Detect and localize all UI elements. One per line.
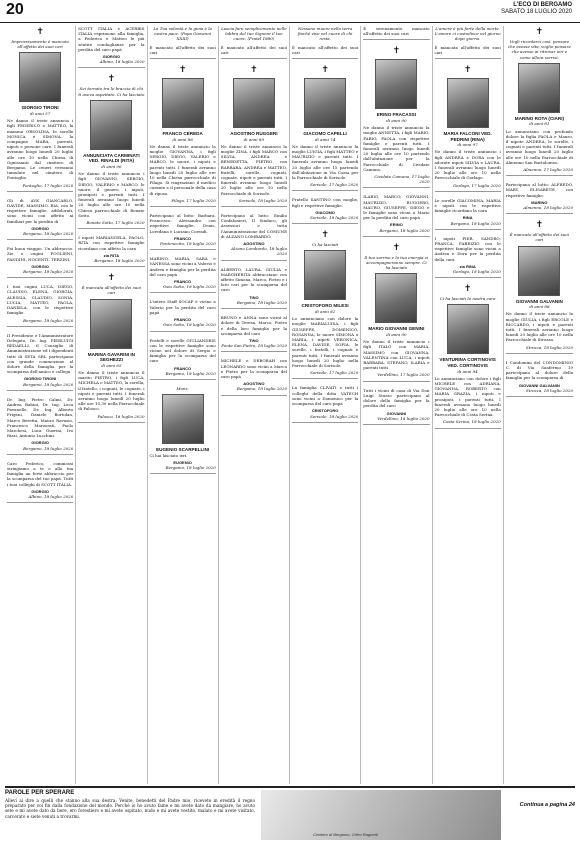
notice-text: Ne danno il triste annuncio la moglie ZINA, i figli MARCO con SILVIA, ANDREA e BENEDETTA, PIETRO con BARBARA, ANDREA e MATTEO, fratelli, sorelle, cognati, cognate, nipoti e parenti tutti. I funerali avranno luogo lunedì 20 luglio alle ore 10 nella Parrocchiale di Sorisole. (220, 143, 287, 196)
notice-text: I tuoi cugini LUCA, DIEGO, CLAUDIO, ELENA, GIORGIA, ALESSIA, CLAUDIO, SONIA, LUCIA, MATTEO, PAOLA, DANIELA, con le rispettive famiglie. (7, 284, 74, 316)
notice-text: Gli di AVK GIANCARLO, DAVIDE, MASSIMO, RIA, con le rispettive famiglie, addolorati, sono vicini con affetto ai familiari per la perdita di (7, 197, 74, 224)
notice-divider (221, 308, 287, 309)
notice-block (7, 246, 73, 278)
notice-text: Partecipano al lutto: ALFREDO, MARY, ELISABETH con rispettive famiglie. (505, 182, 573, 198)
notice-dateline: Costa Serina, 18 luglio 2020 (442, 419, 501, 425)
notice-divider (221, 206, 287, 207)
notice-block (363, 46, 429, 188)
notice-divider (435, 277, 501, 278)
notice-text: Partecipano al lutto: Emilio Confalonieri, Il Sindaco, gli Assessori e tutta l'Amministrazione del COMUNE di ALZANO LOMBARDO. (220, 213, 287, 239)
notice-quote: Ci ha lasciati la nostra cara (439, 296, 496, 302)
notice-signature: FRANCO (174, 317, 192, 323)
notice-text: L'intero Staff SOCAF è vicino a Valerio per la perdita del caro papà (149, 299, 216, 315)
deceased-name: AGOSTINO RUGGERI (230, 131, 278, 137)
cross-icon: ✝ (535, 27, 544, 37)
notice-dateline: Filago, 17 luglio 2020 (171, 197, 216, 203)
cross-icon: ✝ (463, 65, 472, 76)
notice-divider (150, 206, 216, 207)
deceased-age: di anni 82 (314, 309, 336, 315)
notice-dateline: Bergamo, 18 luglio 2020 (23, 269, 74, 275)
notice-block (7, 397, 73, 455)
deceased-name: GIORGIO TIRONI (21, 105, 59, 111)
notice-block (221, 26, 287, 59)
notice-divider (150, 473, 216, 474)
deceased-age: di anni 96 (101, 164, 122, 170)
notice-block (221, 65, 287, 207)
notice-block (78, 235, 144, 267)
notice-divider (435, 191, 501, 192)
notice-signature: AGOSTINO (243, 381, 265, 387)
deceased-age: di anni 74 (314, 136, 336, 142)
deceased-name: MARINA GAVARINI IN SEGHEZZI (87, 351, 135, 363)
notice-block (221, 315, 287, 352)
notice-block (221, 267, 287, 309)
notice-dateline: Palosco, 18 luglio 2020 (97, 413, 145, 419)
notice-text: Fratelli e sorelle GIULIANDRIS con le rispettive famiglie sono vicine nel dolore di Sergio e famiglia per la scomparsa del caro (149, 337, 216, 364)
notice-text: Fratello SANTINO con moglie, figli e rispettive famiglie. (292, 197, 359, 208)
notice-block (150, 65, 216, 207)
notice-quote: È mancata all'affetto dei suoi cari (81, 285, 141, 296)
notice-block (7, 284, 73, 326)
portrait-photo (233, 78, 275, 128)
deceased-age: di anni 97 (457, 142, 478, 148)
notice-text: È mancato all'affetto dei suoi cari (292, 44, 359, 55)
notice-block (7, 198, 73, 240)
notice-signature: GIOVANNI GALVANIN (518, 382, 560, 388)
notice-block (292, 26, 358, 59)
notice-signature: RINA (462, 215, 473, 221)
notice-text: È serenamente mancato all'affetto dei suoi cari (363, 26, 430, 37)
cross-icon: ✝ (535, 220, 544, 231)
notice-text: Fai buon viaggio. Un abbraccio. Zio e cugini FOGLIENI, PANDINI, NOCENTI, TERZINI. (7, 246, 74, 262)
column-4 (219, 26, 290, 784)
notice-block (7, 27, 73, 192)
notice-dateline: Pontenecito, 18 luglio 2020 (160, 241, 216, 247)
notice-text: Ne danno il triste annuncio il marito PIETRO, i figli LUCA, MICHELA e MATTEO, la sorella, il fratello, i cognati, le cognate, i nipoti e parenti tutti. I funerali avranno luogo lunedì 20 luglio alle ore 10,30 nella Parrocchiale di Palosco. (78, 370, 145, 412)
deceased-age: di anni 81 (529, 121, 550, 127)
cross-icon: ✝ (463, 284, 472, 295)
column-8 (504, 26, 575, 784)
notice-text: Lo annunciano con profondo dolore la figlia PAOLA e Mauro, il nipote ANDREA, le sorelle, i cognati e parenti tutti. I funerali avranno luogo lunedì 20 luglio alle ore 10 nella Parrocchiale di Almenno San Bartolomeo. (505, 128, 573, 165)
notice-block (292, 65, 358, 191)
notice-signature: TINO (249, 337, 259, 343)
notice-dateline: Bonate Sotto, 17 luglio 2020 (86, 220, 145, 226)
notice-block (435, 236, 501, 278)
column-6 (361, 26, 432, 784)
deceased-name: EUGENIO SCARPELLINI (156, 447, 210, 453)
deceased-age: di anni 57 (29, 111, 51, 116)
notice-dateline: Bergamo, 18 luglio 2020 (450, 220, 501, 226)
notice-dateline: Sorisole, 18 luglio 2020 (238, 197, 287, 203)
notice-block (363, 26, 429, 40)
notice-dateline: Bergamo, 18 luglio 2020 (23, 445, 74, 451)
notice-block (363, 388, 429, 425)
notice-divider (292, 422, 358, 423)
notice-divider (221, 260, 287, 261)
notice-divider (78, 67, 144, 68)
portrait-photo (162, 394, 204, 444)
notice-signature: FRANCO (174, 235, 192, 241)
notice-dateline: Bergamo, 18 luglio 2020 (94, 258, 145, 264)
notice-signature: GIORGIO (31, 440, 49, 446)
notice-divider (506, 213, 573, 214)
portrait-photo (304, 250, 346, 300)
deceased-name: ERINO FRACASSI (376, 112, 417, 118)
deceased-name: GIACOMO CAPELLI (303, 131, 347, 137)
portrait-photo (518, 63, 560, 113)
cross-icon: ✝ (321, 65, 329, 76)
portrait-photo (90, 100, 132, 150)
notice-dateline: Sorisole, 18 luglio 2020 (310, 413, 359, 419)
notice-divider (363, 39, 429, 40)
notice-quote: Sei tornato tra le braccia di chi ti aveva aspettato. Ci ha lasciato (78, 86, 145, 97)
notice-dateline: Bergamo, 18 luglio 2020 (379, 227, 430, 233)
notice-dateline: Strozza, 18 luglio 2020 (525, 387, 573, 393)
notice-divider (78, 266, 144, 267)
notice-text: Ne danno il triste annuncio i figli FEDERICO e MATTEO, la mamma ORSOLINA, le sorelle MONICA e SIMONA, la compagna MARA, parenti, nipoti e persone care. I funerali avranno luogo lunedì 20 luglio alle ore 10 nella Chiesa di Ognissanti dal cimitero di Bergamo. Le ceneri verranno tumulate nel cimitero di Pontoglio. (7, 118, 74, 181)
notice-text: Ne danno il triste annuncio i figli ITALO con MARIA, MASSIMO con GIOVANNA, VALENTINA con LUCA, i nipoti BARBARA, STEFANO, ILARIA e parenti tutti. (363, 339, 430, 371)
notice-signature: GIORGIO (31, 225, 49, 231)
notice-signature: EUGENIO (173, 459, 192, 465)
notice-text: Le sorelle GIACOMINA, MARIA e nipoti con le rispettive famiglie ricordano la cara (434, 197, 501, 214)
deceased-age: di anni 88 (172, 136, 193, 142)
notice-text: È mancato all'affetto dei suoi cari (220, 44, 287, 55)
deceased-age: di anni 90 (386, 118, 407, 123)
notice-signature: AGOSTINO (243, 241, 265, 247)
notice-columns (5, 26, 575, 784)
notice-signature: FRANCO (174, 279, 192, 285)
notice-quote: Vogli ricordarci così, pensare che avesse vita, voglio pensare che avesse ai ritrovar ieri e come allora sorrisi. (507, 39, 571, 60)
notice-divider (506, 175, 573, 176)
deceased-age: di anni 88 (529, 304, 550, 310)
notice-text: I nipoti MARIANGELA, PAOLO, RITA con rispettive famiglie ricordano con affetto la cara (78, 235, 145, 251)
notice-dateline: Albino, 18 luglio 2020 (28, 493, 74, 499)
portrait-photo (447, 78, 489, 128)
notice-text: ILARIO, MARCO, GIOVANNI, MAURIZIO, RUGGERO, MAURO, GIUSEPPE, DIEGO e le famiglie sono vicini a Mario per la perdita del caro papà (363, 194, 430, 221)
cross-icon: ✝ (392, 46, 401, 57)
notice-dateline: Ponte San Pietro, 18 luglio 2020 (221, 343, 287, 349)
notice-divider (292, 223, 358, 224)
notice-text: Il Presidente e l'Amministratore Delegato, Dr. Ing. PIERLUIGI REDAELLI, il Consiglio di Amministrazione ed i dipendenti tutti di SETA SRL partecipano con grande commozione al dolore della famiglia per la scomparsa dell'amico e collega (7, 332, 74, 375)
portrait-photo (19, 52, 61, 102)
notice-dateline: Sorisole, 18 luglio 2020 (310, 215, 359, 221)
notice-text: Lo annunciano con dolore la moglie MARIALUISA, i figli GIUSEPPE, DOMENICO, ROSANNA, le nuore SIMONA e MARIA, i nipoti VERONICA, ELENA, DAVIDE, SOFIA, le sorelle, i fratelli, i cognati e parenti tutti. I funerali avranno luogo lunedì 20 luglio nella Parrocchiale di Sorisole. (292, 316, 359, 369)
notice-block (506, 220, 573, 354)
notice-divider (363, 424, 429, 425)
notice-text: ALBERTO, LAURA, GIULIA e MARGHERITA abbracciano con affetto Simona, Marco, Pietro e i loro cari per la scomparsa del caro (220, 266, 288, 293)
notice-divider (7, 191, 73, 192)
notice-text: I Condomini del CONDOMINIO C. di Via Sanfermo 19 partecipano al dolore della famiglia per la scomparsa di (505, 359, 573, 381)
notice-quote: Improvvisamente è mancato all'affetto dei suoi cari (11, 39, 69, 50)
notice-divider (435, 58, 501, 59)
notice-text: Ne danno il triste annuncio la moglie GIULIA, i figli ERCOLE e RICCARDO, i nipoti e parenti tutti. I funerali avranno luogo lunedì 20 luglio alle ore 10 nella Parrocchiale di Strozza. (505, 311, 573, 343)
notice-block (150, 213, 216, 250)
notice-signature: GIORGIO (31, 488, 49, 494)
notice-dateline: Albino, 18 luglio 2020 (99, 59, 145, 65)
notice-divider (363, 236, 429, 237)
notice-divider (7, 326, 73, 327)
notice-divider (363, 187, 429, 188)
notice-text: Ne danno il triste annuncio la moglie LUIGIA, i figli MATTEO e MAURIZIO e parenti tutti. I funerali avranno luogo lunedì 20 luglio alle ore 15 partendo dall'abitazione in Via Costa per la Parrocchiale di Sorisole. (292, 143, 359, 181)
notice-signature: CRISTOFORO (311, 408, 339, 414)
notice-block (150, 299, 216, 331)
notice-block (78, 74, 144, 229)
deceased-age: di anni 89 (243, 136, 265, 142)
notice-quote: Ci ha lasciati (311, 242, 339, 248)
notice-dateline: Verdellino, 17 luglio 2020 (377, 372, 430, 378)
notice-dateline: Bergamo, 18 luglio 2020 (23, 317, 74, 323)
notice-text: Ci hai lasciato ieri. (149, 452, 188, 458)
notice-signature: GIORGIO (31, 263, 49, 269)
notice-divider (7, 502, 73, 503)
deceased-name: MARIO GIOVANNI GENINI (368, 326, 425, 332)
notice-divider (506, 396, 573, 397)
newspaper-name: L'ECO DI BERGAMO (513, 2, 572, 8)
notice-quote: Nessuno muore nella terra finché vive nel cuore di chi resta. (297, 26, 353, 42)
notice-dateline: Verdellino, 18 luglio 2020 (377, 415, 430, 421)
notice-dateline: Alzano Lombardo, 18 luglio 2020 (231, 246, 287, 257)
notice-dateline: Almenno, 18 luglio 2020 (523, 205, 573, 211)
notice-dateline: Pontoglio, 17 luglio 2020 (22, 182, 74, 188)
notice-block (78, 273, 144, 423)
notice-dateline: Bergamo, 18 luglio 2020 (23, 381, 74, 387)
column-3 (148, 26, 219, 784)
portrait-photo (447, 304, 489, 354)
cemetery-photo (261, 790, 501, 840)
notice-block (292, 197, 358, 224)
deceased-name: GIOVANNI GALVANIN (515, 298, 563, 304)
masthead (501, 2, 572, 16)
notice-text: Tutti i vicini di casa di Via Don Luigi Sturzo partecipano al dolore della famiglia per la perdita del caro (363, 387, 430, 409)
notice-text: I nipoti PIER, SANDRO, FRANCA, FABRIZIO con le rispettive famiglie sono vicini a Andrea e Dora per la perdita della cara (434, 235, 501, 262)
notice-dateline: Osio Sotto, 18 luglio 2020 (162, 284, 216, 290)
portrait-photo (90, 299, 132, 349)
continue-note: Continua a pagina 24 (519, 802, 575, 808)
notice-divider (435, 428, 501, 429)
hope-title: PAROLE PER SPERARE (5, 790, 75, 796)
deceased-age: di anni 65 (101, 362, 122, 368)
deceased-name: MARINO ROTA (CIARI) (514, 115, 564, 121)
portrait-photo (518, 246, 560, 296)
notice-dateline: Sorisole, 17 luglio 2020 (310, 370, 359, 376)
notice-divider (221, 58, 287, 59)
notice-divider (221, 351, 287, 352)
notice-text: È mancata all'affetto dei suoi cari (434, 44, 501, 55)
notice-divider (506, 353, 573, 354)
notice-divider (292, 378, 358, 379)
notice-dateline: Gorlago, 17 luglio 2020 (452, 182, 501, 188)
notice-quote: È mancato all'affetto dei suoi cari (509, 232, 569, 243)
notice-text: Ne danno il triste annuncio la moglie ANNETTA, i figli MARIO, FABIO, PAOLA con rispettive famiglie e parenti tutti. I funerali avranno luogo lunedì 20 luglio alle ore 10 partendo dall'abitazione per la Parrocchiale di Cividate Camuno. (363, 125, 430, 172)
notice-block (363, 194, 429, 236)
notice-text: Caro Federico, commossi stringiamo a te e alla tua famiglia un forte abbraccio per la scomparsa del tuo papà. Tutti i tuoi colleghi di SCOTT ITALIA. (7, 460, 74, 487)
notice-divider (78, 422, 144, 423)
cross-icon: ✝ (392, 242, 401, 253)
notice-divider (7, 454, 73, 455)
notice-block (435, 198, 501, 230)
notice-signature: GIORGIO (102, 54, 121, 60)
cross-icon: ✝ (250, 65, 258, 76)
deceased-name: FRANCO CEREDA (162, 131, 203, 137)
notice-divider (150, 58, 216, 59)
notice-block (506, 27, 573, 176)
notice-divider (363, 381, 429, 382)
notice-signature: GIOVANNI (386, 410, 407, 416)
notice-divider (150, 379, 216, 380)
notice-dateline: Bergamo, 18 luglio 2020 (165, 465, 216, 471)
notice-text: Ne danno il triste annuncio i figli GIOVANNI, SERGIO, DIEGO, VALERIO e MARCO, le nuore, il genero, i nipoti, pronipoti e parenti tutti. I funerali avranno luogo lunedì 20 luglio alle ore 10 nella Chiesa parrocchiale di Bonate Sotto. (78, 171, 145, 218)
notice-signature: MARINO (531, 199, 548, 205)
notice-signature: TINO (249, 294, 259, 300)
notice-dateline: Bergamo, 18 luglio 2020 (165, 370, 216, 376)
notice-dateline: Strozza, 18 luglio 2020 (525, 344, 573, 350)
hope-box (5, 790, 255, 819)
notice-block (506, 182, 573, 214)
notice-block (150, 386, 216, 474)
notice-signature: GIORGIO TIRONI (24, 376, 57, 382)
cross-icon: ✝ (107, 273, 116, 284)
notice-text: Ne danno il triste annuncio la moglie GIOVANNA, i figli SERGIO, DIEGO, VALERIO e MARCO, le nuore, i nipoti e parenti tutti. I funerali avranno luogo lunedì 20 luglio alle ore 10 nella Chiesa parrocchiale di Filago. Si ringraziano il medico curante e il personale della casa di riposo. (149, 143, 216, 196)
deceased-name: VENTURINA CORTINOVIS VED. CORTINOVIS (439, 357, 496, 369)
portrait-photo (375, 273, 417, 323)
notice-divider (78, 228, 144, 229)
cross-icon: ✝ (36, 27, 44, 37)
notice-text: Dr. Ing. Pietro Calmi, Dr. Andrea Babini, Dr. Ing. Luca Pavanello, Dr. Ing. Alberto Frigeni, Daniele Bortolan, Marco Beretta, Mauro Ravasio, Francesco Marzorati, Paolo Marchesi, Luca Guerini, Ivo Rizzi, Antonio Lucchini. (7, 396, 74, 439)
notice-text: È mancato all'affetto dei suoi cari (149, 44, 216, 55)
cross-icon: ✝ (107, 74, 116, 85)
notice-dateline: Almenno, 17 luglio 2020 (523, 167, 573, 173)
notice-dateline: Bergamo, 18 luglio 2020 (236, 299, 287, 305)
notice-quote: L'amore è più forte della morte. L'amore ci custodisce nel giorno dopo giorno. (434, 26, 501, 42)
notice-text: SCOTT ITALIA e ACERBIS ITALIA esprimono alla famiglia, a Federico e Matteo le più sentite condoglianze per la perdita del caro papà (78, 26, 145, 52)
page-number: 20 (6, 1, 24, 18)
notice-block (435, 284, 501, 428)
notice-text: Ne danno il triste annuncio i figli ANDREA e DORA con le adorate nipoti SILVIA e LAURA. I funerali avranno luogo lunedì 20 luglio alle ore 10 nella Parrocchiale di Gorlago. (434, 149, 501, 181)
notice-block (78, 26, 144, 68)
notice-quote: Il tuo sorriso e la tua energia ci accompagneranno sempre. Ci ha lasciato (364, 254, 429, 271)
column-2 (76, 26, 147, 784)
issue-date: SABATO 18 LUGLIO 2020 (501, 9, 572, 15)
notice-signature: zia RINA (459, 263, 476, 269)
notice-divider (150, 292, 216, 293)
notice-dateline: Bergamo, 18 luglio 2020 (23, 231, 74, 237)
page-header (0, 0, 580, 23)
deceased-name: MARIA FALCONI VED. PEDRINI (RINA) (443, 131, 492, 142)
notice-quote: Lascia fare semplicemente nelle labbra del tuo Signore il tuo cuore. (Fratel 1880) (221, 26, 287, 42)
column-1 (5, 26, 76, 784)
hope-text: Alleví ai dire a quelli che stanno alla sua destra: Venite, benedetti del Padre mio, ricevete in eredità il regno preparato per voi fin dalla fondazione del mondo. Perché io ho avuto fame e mi avete dato da mangiare, ho avuto sete e mi avete dato da bere, ero forestiero e mi avete ospitato, nudo e mi avete vestito, malato e mi avete visitato, carcerato e siete venuti a trovarmi. (5, 798, 255, 819)
notice-block (221, 213, 287, 261)
notice-divider (292, 190, 358, 191)
notice-divider (435, 229, 501, 230)
column-7 (433, 26, 504, 784)
notice-text: La famiglia CLIVATI e tutti i colleghi della ditta VATECH sono vicini a Domenico per la scomparsa del caro papà (292, 385, 359, 407)
notice-block (292, 230, 358, 379)
deceased-age: di anni 90 (386, 332, 407, 338)
notice-divider (150, 331, 216, 332)
notice-block (150, 256, 216, 293)
notice-quote: La Tua volontà e la gioia è la nostra pace. (Papa Giovanni XXIII) (153, 26, 212, 42)
photo-credit: Cimitero di Bergamo, Orfeo Ragnetti (313, 832, 378, 837)
portrait-photo (375, 59, 417, 109)
deceased-name: ANNUNCIATA CARMINATI VED. RINALDI (RITA) (83, 152, 140, 164)
notice-signature: ERINO (390, 222, 403, 228)
notice-dateline: Osio Sotto, 18 luglio 2020 (162, 322, 216, 328)
notice-divider (292, 58, 358, 59)
bottom-strip (5, 786, 575, 844)
notice-dateline: Gorlago, 18 luglio 2020 (452, 269, 501, 275)
notice-text: MARINO, MARIA, SARA e VANESSA sono vicini a Valerio e Andrea e famiglia per la perdita del caro papà (149, 256, 216, 277)
notice-divider (7, 390, 73, 391)
notice-text: Partecipano al lutto: Barbara, Francesco, Alessandro con rispettive famiglie, Denis, Loredana e Luciano Corradi. (149, 213, 216, 234)
notice-block (292, 385, 358, 422)
notice-dateline: Sorisole, 17 luglio 2020 (310, 182, 359, 188)
notice-block (221, 358, 287, 395)
notice-block (506, 360, 573, 397)
notice-dateline: Bergamo, 18 luglio 2020 (236, 386, 287, 392)
notice-signature: zia RITA (103, 252, 120, 258)
notice-quote: Mons. (176, 385, 189, 391)
notice-block (150, 26, 216, 59)
notice-text: MICHELE e DEBORAH con LEONARDO sono vicini a Marco e Pietro per la scomparsa del caro papà (220, 358, 287, 379)
notice-divider (7, 239, 73, 240)
notice-block (435, 26, 501, 59)
deceased-age: di anni 94 (457, 368, 478, 374)
notice-signature: GIACOMO (315, 209, 335, 215)
portrait-photo (304, 78, 346, 128)
notice-block (150, 338, 216, 380)
column-5 (290, 26, 361, 784)
notice-dateline: Cividate Camuno, 17 luglio 2020 (374, 174, 430, 185)
notice-divider (150, 249, 216, 250)
notice-signature: FRANCO (174, 365, 192, 371)
cross-icon: ✝ (178, 65, 187, 76)
notice-block (7, 461, 73, 503)
notice-block (435, 65, 501, 192)
deceased-name: CRISTOFORO MILESI (301, 303, 349, 309)
notice-divider (7, 277, 73, 278)
cross-icon: ✝ (321, 230, 329, 241)
notice-text: Lo annunciano con dolore i figli MICHELE con ADRIANA, GIOVANNA, ROBERTO con MARIA GRAZIA, i nipoti e pronipoti, i parenti tutti. I funerali avranno luogo lunedì 20 luglio alle ore 10 nella Parrocchiale di Costa Serina. (434, 375, 501, 418)
portrait-photo (162, 78, 204, 128)
notice-block (363, 243, 429, 382)
notice-divider (221, 395, 287, 396)
notice-block (7, 333, 73, 391)
notice-text: BRUNO e ANNA sono vicini al dolore di Teresa, Marco, Pietro e della loro famiglia per la scomparsa del caro (220, 315, 287, 336)
